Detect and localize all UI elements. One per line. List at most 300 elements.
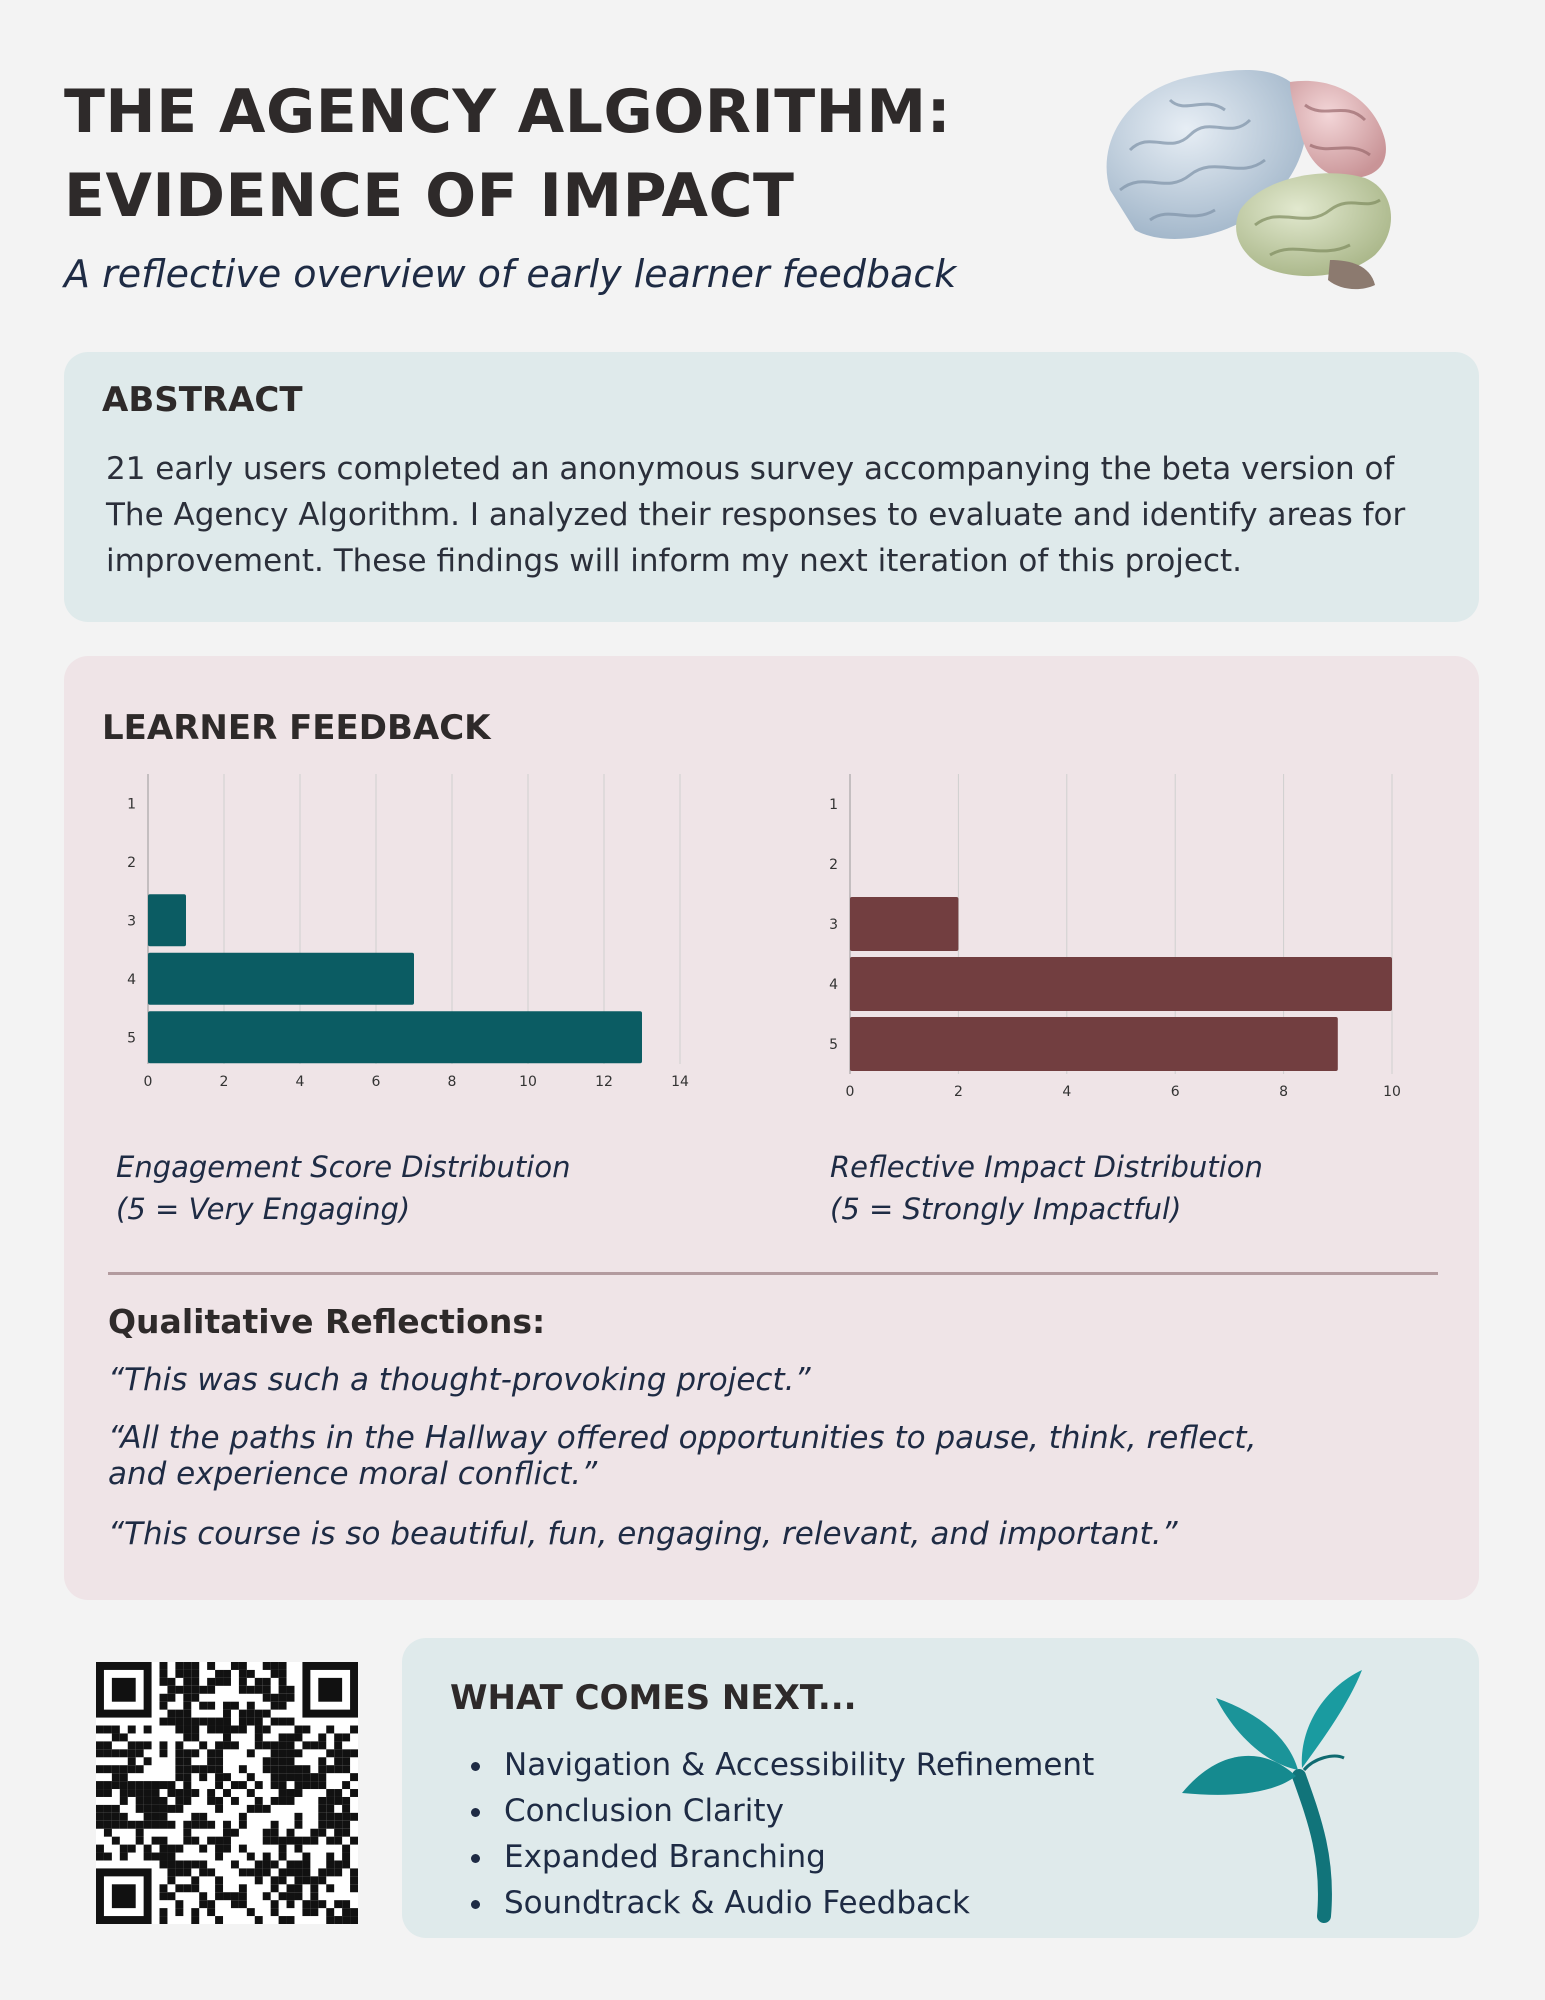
qr-module bbox=[215, 1670, 223, 1678]
qr-module bbox=[104, 1741, 112, 1749]
qr-module bbox=[96, 1726, 104, 1734]
qr-module bbox=[183, 1710, 191, 1718]
qr-module bbox=[175, 1670, 183, 1678]
x-tick-label: 6 bbox=[371, 1074, 381, 1090]
qr-module bbox=[255, 1710, 263, 1718]
qr-module bbox=[263, 1868, 271, 1876]
qr-module bbox=[160, 1694, 168, 1702]
qr-module bbox=[271, 1797, 279, 1805]
qr-module bbox=[263, 1726, 271, 1734]
qr-module bbox=[183, 1789, 191, 1797]
qr-module bbox=[128, 1726, 136, 1734]
next-heading: WHAT COMES NEXT... bbox=[450, 1678, 857, 1718]
qr-module bbox=[160, 1678, 168, 1686]
qr-module bbox=[183, 1686, 191, 1694]
qr-module bbox=[294, 1892, 302, 1900]
title-line-2: EVIDENCE OF IMPACT bbox=[64, 161, 795, 231]
qr-module bbox=[255, 1781, 263, 1789]
qr-module bbox=[183, 1837, 191, 1845]
qr-module bbox=[191, 1916, 199, 1924]
qr-module bbox=[263, 1837, 271, 1845]
y-tick-label: 1 bbox=[127, 796, 136, 813]
qr-module bbox=[326, 1908, 334, 1916]
qr-module bbox=[279, 1670, 287, 1678]
qr-module bbox=[112, 1733, 120, 1741]
qr-module bbox=[215, 1718, 223, 1726]
qr-module bbox=[287, 1797, 295, 1805]
qr-module bbox=[318, 1773, 326, 1781]
qr-module bbox=[255, 1718, 263, 1726]
qr-module bbox=[239, 1670, 247, 1678]
y-tick-label: 1 bbox=[829, 797, 838, 813]
qr-module bbox=[199, 1813, 207, 1821]
qr-module bbox=[199, 1845, 207, 1853]
qr-module bbox=[223, 1670, 231, 1678]
quote-2: “All the paths in the Hallway offered opportunities to pause, think, reflect, and experience moral conflict.” bbox=[108, 1420, 1257, 1492]
qr-module bbox=[334, 1741, 342, 1749]
qr-module bbox=[167, 1789, 175, 1797]
x-tick-label: 14 bbox=[671, 1074, 689, 1090]
qr-module bbox=[350, 1773, 358, 1781]
qr-module bbox=[334, 1733, 342, 1741]
qr-module bbox=[271, 1821, 279, 1829]
qr-module bbox=[175, 1765, 183, 1773]
qr-module bbox=[160, 1670, 168, 1678]
qr-module bbox=[326, 1813, 334, 1821]
qr-module bbox=[318, 1900, 326, 1908]
qr-module bbox=[199, 1765, 207, 1773]
qr-module bbox=[350, 1726, 358, 1734]
qr-module bbox=[160, 1813, 168, 1821]
qr-module bbox=[247, 1686, 255, 1694]
qr-module bbox=[247, 1789, 255, 1797]
qr-module bbox=[207, 1789, 215, 1797]
qr-module bbox=[287, 1741, 295, 1749]
qr-module bbox=[207, 1718, 215, 1726]
qr-module bbox=[326, 1789, 334, 1797]
qr-module bbox=[152, 1781, 160, 1789]
qr-module bbox=[215, 1726, 223, 1734]
impact-caption bbox=[830, 1146, 1263, 1230]
qr-module bbox=[112, 1813, 120, 1821]
qr-module bbox=[239, 1718, 247, 1726]
qr-module bbox=[112, 1781, 120, 1789]
qr-module bbox=[310, 1892, 318, 1900]
feedback-heading: LEARNER FEEDBACK bbox=[102, 708, 491, 748]
abstract-heading: ABSTRACT bbox=[102, 380, 303, 420]
qr-module bbox=[247, 1749, 255, 1757]
qr-module bbox=[263, 1694, 271, 1702]
qr-module bbox=[223, 1678, 231, 1686]
qr-module bbox=[215, 1892, 223, 1900]
qr-module bbox=[310, 1829, 318, 1837]
qr-module bbox=[326, 1853, 334, 1861]
qr-module bbox=[239, 1821, 247, 1829]
qr-module bbox=[120, 1821, 128, 1829]
qr-module bbox=[96, 1741, 104, 1749]
qr-module bbox=[223, 1718, 231, 1726]
qr-module bbox=[112, 1749, 120, 1757]
qr-module bbox=[160, 1908, 168, 1916]
qr-module bbox=[144, 1813, 152, 1821]
qr-module bbox=[294, 1860, 302, 1868]
qr-module bbox=[136, 1765, 144, 1773]
qr-module bbox=[104, 1821, 112, 1829]
qr-module bbox=[310, 1908, 318, 1916]
y-tick-label: 4 bbox=[127, 971, 136, 988]
qr-module bbox=[160, 1781, 168, 1789]
qr-module bbox=[183, 1749, 191, 1757]
qr-module bbox=[167, 1892, 175, 1900]
qr-module bbox=[334, 1789, 342, 1797]
qr-module bbox=[160, 1837, 168, 1845]
title-line-1: THE AGENCY ALGORITHM: bbox=[64, 77, 952, 147]
qr-module bbox=[239, 1900, 247, 1908]
qr-module bbox=[199, 1892, 207, 1900]
bar bbox=[850, 957, 1392, 1011]
qr-module bbox=[191, 1884, 199, 1892]
qr-module bbox=[263, 1853, 271, 1861]
qr-module bbox=[271, 1757, 279, 1765]
qr-module bbox=[183, 1868, 191, 1876]
qr-module bbox=[310, 1773, 318, 1781]
qr-module bbox=[104, 1813, 112, 1821]
qr-module bbox=[144, 1797, 152, 1805]
qr-module bbox=[207, 1757, 215, 1765]
qr-module bbox=[271, 1908, 279, 1916]
qr-module bbox=[199, 1741, 207, 1749]
qr-module bbox=[287, 1686, 295, 1694]
qr-module bbox=[342, 1781, 350, 1789]
qr-module bbox=[318, 1813, 326, 1821]
qr-module bbox=[302, 1860, 310, 1868]
qr-module bbox=[120, 1749, 128, 1757]
qr-module bbox=[247, 1702, 255, 1710]
qr-module bbox=[239, 1781, 247, 1789]
qr-module bbox=[191, 1694, 199, 1702]
impact-chart-svg bbox=[804, 774, 1444, 1100]
qr-module bbox=[342, 1797, 350, 1805]
qr-module bbox=[279, 1853, 287, 1861]
qr-module bbox=[207, 1702, 215, 1710]
x-tick-label: 10 bbox=[519, 1074, 537, 1090]
qr-module bbox=[271, 1702, 279, 1710]
qr-module bbox=[326, 1837, 334, 1845]
qr-module bbox=[183, 1678, 191, 1686]
x-tick-label: 8 bbox=[447, 1074, 457, 1090]
qr-module bbox=[128, 1781, 136, 1789]
qr-module bbox=[271, 1670, 279, 1678]
qr-module bbox=[342, 1845, 350, 1853]
qr-module bbox=[279, 1916, 287, 1924]
qr-module bbox=[136, 1797, 144, 1805]
qr-module bbox=[167, 1805, 175, 1813]
qr-module bbox=[191, 1686, 199, 1694]
qr-module bbox=[334, 1749, 342, 1757]
y-tick-label: 3 bbox=[127, 913, 136, 930]
qr-finder-core bbox=[112, 1884, 136, 1908]
qr-module bbox=[263, 1686, 271, 1694]
qr-module bbox=[287, 1773, 295, 1781]
qr-module bbox=[215, 1884, 223, 1892]
qr-module bbox=[183, 1726, 191, 1734]
qr-module bbox=[144, 1853, 152, 1861]
qr-module bbox=[191, 1813, 199, 1821]
qr-module bbox=[287, 1733, 295, 1741]
qr-module bbox=[255, 1860, 263, 1868]
qr-module bbox=[215, 1805, 223, 1813]
qr-module bbox=[302, 1876, 310, 1884]
qr-module bbox=[318, 1781, 326, 1789]
qr-module bbox=[279, 1773, 287, 1781]
qr-module bbox=[263, 1710, 271, 1718]
qr-module bbox=[152, 1821, 160, 1829]
qr-module bbox=[231, 1741, 239, 1749]
qr-module bbox=[247, 1908, 255, 1916]
qr-module bbox=[334, 1813, 342, 1821]
qr-module bbox=[152, 1813, 160, 1821]
qr-module bbox=[215, 1781, 223, 1789]
qr-module bbox=[175, 1662, 183, 1670]
qr-module bbox=[231, 1829, 239, 1837]
qr-module bbox=[207, 1797, 215, 1805]
qr-module bbox=[350, 1916, 358, 1924]
qr-module bbox=[255, 1741, 263, 1749]
x-tick-label: 12 bbox=[595, 1074, 613, 1090]
qr-module bbox=[334, 1829, 342, 1837]
learner-feedback-panel bbox=[64, 656, 1479, 1600]
qr-module bbox=[120, 1853, 128, 1861]
qr-module bbox=[334, 1821, 342, 1829]
qr-module bbox=[152, 1789, 160, 1797]
qr-code-icon[interactable] bbox=[96, 1662, 358, 1924]
qr-module bbox=[294, 1773, 302, 1781]
next-item: • Conclusion Clarity bbox=[496, 1788, 1094, 1834]
engagement-caption-line1: Engagement Score Distribution bbox=[116, 1150, 571, 1184]
qr-module bbox=[294, 1781, 302, 1789]
qr-module bbox=[271, 1876, 279, 1884]
qr-module bbox=[302, 1900, 310, 1908]
qr-module bbox=[136, 1829, 144, 1837]
qr-module bbox=[167, 1678, 175, 1686]
qr-module bbox=[191, 1765, 199, 1773]
qr-module bbox=[104, 1853, 112, 1861]
qr-module bbox=[263, 1805, 271, 1813]
qr-module bbox=[183, 1829, 191, 1837]
qr-module bbox=[175, 1884, 183, 1892]
qr-module bbox=[231, 1781, 239, 1789]
qr-module bbox=[287, 1884, 295, 1892]
qr-module bbox=[310, 1900, 318, 1908]
qr-module bbox=[247, 1710, 255, 1718]
qr-module bbox=[271, 1829, 279, 1837]
x-tick-label: 2 bbox=[219, 1074, 229, 1090]
qr-module bbox=[287, 1892, 295, 1900]
qr-module bbox=[263, 1678, 271, 1686]
qr-module bbox=[120, 1797, 128, 1805]
qr-module bbox=[112, 1726, 120, 1734]
qr-module bbox=[287, 1749, 295, 1757]
qr-module bbox=[144, 1757, 152, 1765]
qr-module bbox=[183, 1702, 191, 1710]
qr-module bbox=[223, 1733, 231, 1741]
qr-module bbox=[215, 1749, 223, 1757]
qr-module bbox=[318, 1805, 326, 1813]
qr-module bbox=[167, 1876, 175, 1884]
qr-module bbox=[223, 1892, 231, 1900]
qr-module bbox=[144, 1781, 152, 1789]
qr-module bbox=[302, 1765, 310, 1773]
bar bbox=[850, 897, 958, 951]
qr-module bbox=[160, 1797, 168, 1805]
qr-module bbox=[112, 1765, 120, 1773]
qr-module bbox=[239, 1765, 247, 1773]
qr-module bbox=[302, 1773, 310, 1781]
qr-module bbox=[191, 1821, 199, 1829]
qr-module bbox=[334, 1837, 342, 1845]
qr-module bbox=[223, 1741, 231, 1749]
x-tick-label: 10 bbox=[1383, 1084, 1401, 1100]
qr-module bbox=[160, 1821, 168, 1829]
qr-module bbox=[342, 1749, 350, 1757]
qr-module bbox=[287, 1789, 295, 1797]
qr-module bbox=[247, 1773, 255, 1781]
qr-module bbox=[310, 1837, 318, 1845]
qr-module bbox=[294, 1749, 302, 1757]
qr-module bbox=[231, 1662, 239, 1670]
qr-module bbox=[294, 1765, 302, 1773]
qr-module bbox=[294, 1876, 302, 1884]
qr-module bbox=[144, 1789, 152, 1797]
qr-module bbox=[128, 1789, 136, 1797]
qr-module bbox=[342, 1860, 350, 1868]
what-comes-next-panel bbox=[402, 1638, 1479, 1938]
qr-module bbox=[144, 1726, 152, 1734]
qr-module bbox=[167, 1821, 175, 1829]
qr-module bbox=[334, 1900, 342, 1908]
qr-module bbox=[175, 1726, 183, 1734]
qr-module bbox=[326, 1916, 334, 1924]
qr-module bbox=[160, 1702, 168, 1710]
qr-module bbox=[279, 1892, 287, 1900]
qr-module bbox=[215, 1741, 223, 1749]
qr-module bbox=[160, 1741, 168, 1749]
impact-caption-line1: Reflective Impact Distribution bbox=[830, 1150, 1263, 1184]
qr-module bbox=[287, 1718, 295, 1726]
qr-module bbox=[183, 1797, 191, 1805]
qr-module bbox=[271, 1860, 279, 1868]
qr-module bbox=[326, 1749, 334, 1757]
qr-module bbox=[350, 1876, 358, 1884]
qr-module bbox=[215, 1797, 223, 1805]
qr-module bbox=[112, 1773, 120, 1781]
qr-module bbox=[207, 1765, 215, 1773]
qr-module bbox=[342, 1757, 350, 1765]
qr-module bbox=[136, 1749, 144, 1757]
qr-module bbox=[167, 1710, 175, 1718]
y-tick-label: 5 bbox=[127, 1030, 136, 1047]
qr-module bbox=[207, 1662, 215, 1670]
qr-module bbox=[255, 1805, 263, 1813]
qr-module bbox=[199, 1860, 207, 1868]
qr-module bbox=[271, 1749, 279, 1757]
qualitative-heading: Qualitative Reflections: bbox=[108, 1302, 546, 1341]
qr-module bbox=[302, 1726, 310, 1734]
qr-module bbox=[215, 1765, 223, 1773]
qr-module bbox=[279, 1686, 287, 1694]
qr-module bbox=[183, 1781, 191, 1789]
qr-module bbox=[279, 1757, 287, 1765]
qr-module bbox=[255, 1797, 263, 1805]
qr-module bbox=[144, 1805, 152, 1813]
qr-module bbox=[175, 1900, 183, 1908]
qr-module bbox=[318, 1876, 326, 1884]
qr-module bbox=[263, 1662, 271, 1670]
qr-module bbox=[183, 1670, 191, 1678]
page-subtitle: A reflective overview of early learner feedback bbox=[64, 252, 957, 296]
qr-module bbox=[175, 1710, 183, 1718]
qr-module bbox=[255, 1678, 263, 1686]
qr-module bbox=[191, 1733, 199, 1741]
qr-module bbox=[342, 1829, 350, 1837]
qr-module bbox=[302, 1837, 310, 1845]
qr-module bbox=[160, 1892, 168, 1900]
qr-module bbox=[231, 1726, 239, 1734]
qr-module bbox=[287, 1916, 295, 1924]
qr-module bbox=[144, 1741, 152, 1749]
qr-module bbox=[279, 1662, 287, 1670]
qr-module bbox=[96, 1781, 104, 1789]
qr-module bbox=[279, 1845, 287, 1853]
qr-module bbox=[215, 1853, 223, 1861]
qr-module bbox=[160, 1749, 168, 1757]
qr-module bbox=[215, 1773, 223, 1781]
y-tick-label: 2 bbox=[829, 857, 838, 873]
qr-module bbox=[191, 1837, 199, 1845]
qr-module bbox=[326, 1884, 334, 1892]
qr-module bbox=[152, 1837, 160, 1845]
qr-module bbox=[342, 1733, 350, 1741]
qr-module bbox=[287, 1837, 295, 1845]
qr-module bbox=[160, 1845, 168, 1853]
qr-module bbox=[247, 1718, 255, 1726]
quote-1: “This was such a thought-provoking project.” bbox=[108, 1362, 811, 1398]
qr-module bbox=[215, 1845, 223, 1853]
qr-module bbox=[326, 1821, 334, 1829]
qr-module bbox=[136, 1821, 144, 1829]
y-tick-label: 2 bbox=[127, 854, 136, 871]
qr-module bbox=[175, 1749, 183, 1757]
qr-module bbox=[342, 1908, 350, 1916]
impact-chart bbox=[804, 774, 1444, 1100]
brain-icon bbox=[1090, 60, 1420, 300]
qr-module bbox=[160, 1884, 168, 1892]
qr-module bbox=[271, 1694, 279, 1702]
qr-module bbox=[120, 1733, 128, 1741]
qr-module bbox=[104, 1829, 112, 1837]
qr-module bbox=[231, 1900, 239, 1908]
qr-module bbox=[318, 1741, 326, 1749]
qr-module bbox=[128, 1845, 136, 1853]
qr-module bbox=[96, 1853, 104, 1861]
abstract-body: 21 early users completed an anonymous survey accompanying the beta version of The Agency Algorithm. I analyzed their responses to evaluate and identify areas for improvement. These findings will inform my next iteration of this project. bbox=[106, 451, 1406, 579]
qr-module bbox=[183, 1662, 191, 1670]
x-tick-label: 6 bbox=[1170, 1084, 1180, 1100]
y-tick-label: 4 bbox=[829, 977, 838, 993]
qr-module bbox=[342, 1765, 350, 1773]
qr-module bbox=[207, 1749, 215, 1757]
qr-module bbox=[334, 1868, 342, 1876]
